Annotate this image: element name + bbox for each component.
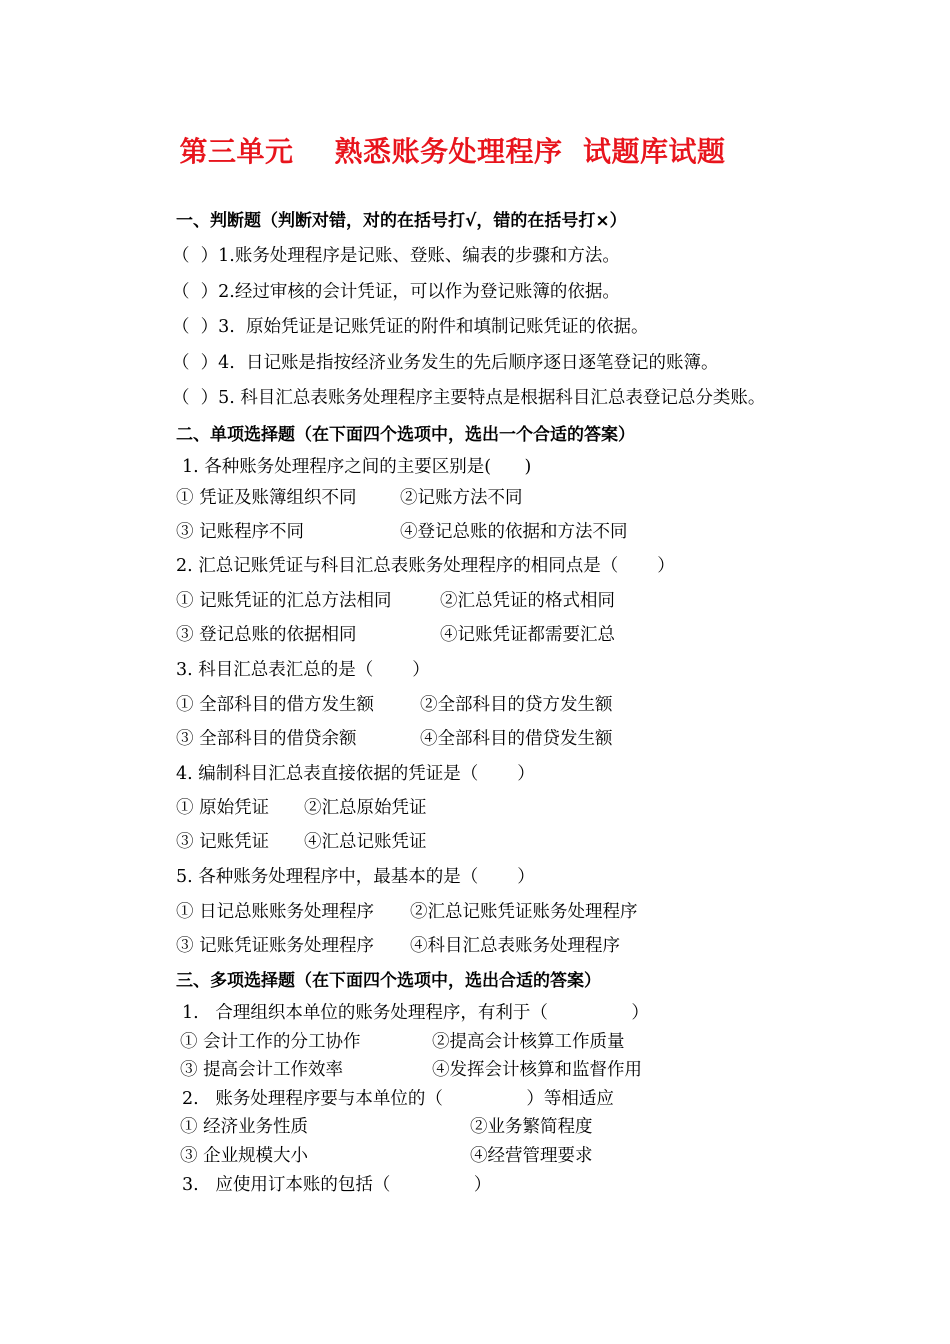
question-text: 2. 汇总记账凭证与科目汇总表账务处理程序的相同点是（ ）	[176, 556, 675, 576]
question-text: 3. 科目汇总表汇总的是（ ）	[176, 660, 430, 680]
option-3: ③ 记账凭证	[176, 832, 270, 852]
option-1: ① 经济业务性质	[180, 1117, 309, 1137]
option-4: ④记账凭证都需要汇总	[440, 625, 615, 645]
judgement-item: （ ）1.账务处理程序是记账、登账、编表的步骤和方法。	[172, 246, 620, 266]
option-1: ① 日记总账账务处理程序	[176, 902, 375, 922]
option-1: ① 凭证及账簿组织不同	[176, 488, 357, 508]
option-2: ②汇总原始凭证	[304, 798, 427, 818]
question-text: 5. 各种账务处理程序中，最基本的是（ ）	[176, 867, 535, 887]
judgement-item: （ ）5. 科目汇总表账务处理程序主要特点是根据科目汇总表登记总分类账。	[172, 388, 766, 408]
option-1: ① 原始凭证	[176, 798, 270, 818]
option-4: ④科目汇总表账务处理程序	[410, 936, 620, 956]
judgement-item: （ ）3. 原始凭证是记账凭证的附件和填制记账凭证的依据。	[172, 317, 649, 337]
option-3: ③ 记账凭证账务处理程序	[176, 936, 375, 956]
option-4: ④登记总账的依据和方法不同	[400, 522, 628, 542]
section-heading-single-choice: 二、单项选择题（在下面四个选项中，选出一个合适的答案）	[176, 425, 635, 445]
option-2: ②提高会计核算工作质量	[432, 1032, 625, 1052]
option-2: ②汇总凭证的格式相同	[440, 591, 615, 611]
option-3: ③ 登记总账的依据相同	[176, 625, 357, 645]
judgement-item: （ ）2.经过审核的会计凭证，可以作为登记账簿的依据。	[172, 282, 620, 302]
question-text: 4. 编制科目汇总表直接依据的凭证是（ ）	[176, 764, 535, 784]
option-4: ④汇总记账凭证	[304, 832, 427, 852]
option-1: ① 全部科目的借方发生额	[176, 695, 375, 715]
section-heading-multiple-choice: 三、多项选择题（在下面四个选项中，选出合适的答案）	[176, 971, 601, 991]
option-2: ②汇总记账凭证账务处理程序	[410, 902, 638, 922]
question-text: 1. 合理组织本单位的账务处理程序，有利于（ ）	[182, 1003, 649, 1023]
option-1: ① 记账凭证的汇总方法相同	[176, 591, 392, 611]
option-3: ③ 记账程序不同	[176, 522, 305, 542]
option-3: ③ 提高会计工作效率	[180, 1060, 344, 1080]
judgement-item: （ ）4. 日记账是指按经济业务发生的先后顺序逐日逐笔登记的账簿。	[172, 353, 719, 373]
option-4: ④经营管理要求	[470, 1146, 593, 1166]
option-1: ① 会计工作的分工协作	[180, 1032, 361, 1052]
option-3: ③ 企业规模大小	[180, 1146, 309, 1166]
section-heading-judgement: 一、判断题（判断对错，对的在括号打√，错的在括号打×）	[176, 211, 627, 231]
question-text: 1. 各种账务处理程序之间的主要区别是( )	[182, 457, 532, 477]
question-text: 2. 账务处理程序要与本单位的（ ）等相适应	[182, 1089, 614, 1109]
question-text: 3. 应使用订本账的包括（ ）	[182, 1175, 492, 1195]
option-2: ②业务繁简程度	[470, 1117, 593, 1137]
option-4: ④全部科目的借贷发生额	[420, 729, 613, 749]
option-3: ③ 全部科目的借贷余额	[176, 729, 357, 749]
page-title: 第三单元 熟悉账务处理程序 试题库试题	[179, 135, 726, 168]
option-2: ②全部科目的贷方发生额	[420, 695, 613, 715]
option-2: ②记账方法不同	[400, 488, 523, 508]
option-4: ④发挥会计核算和监督作用	[432, 1060, 642, 1080]
